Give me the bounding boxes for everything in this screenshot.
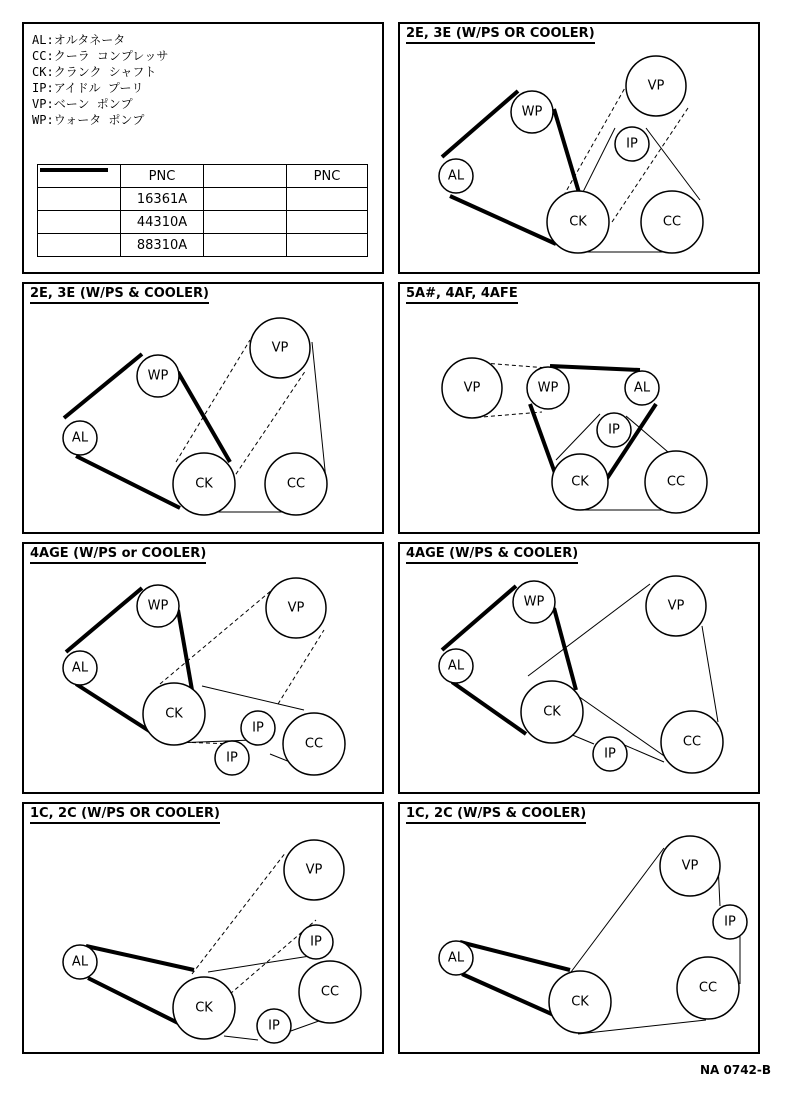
- pulley-label: CC: [682, 734, 702, 750]
- belt-thick: [66, 588, 142, 652]
- belt-thick: [462, 974, 556, 1016]
- belt-dashed: [176, 340, 250, 462]
- pulley-label: WP: [537, 380, 559, 396]
- pnc-row: [38, 211, 368, 234]
- belt-thick: [450, 196, 556, 244]
- belt-thin: [568, 848, 664, 976]
- pulley-label: AL: [71, 430, 89, 446]
- pulley-label: IP: [310, 934, 322, 950]
- document-id: NA 0742-B: [700, 1063, 772, 1077]
- pnc-row: [38, 188, 368, 211]
- pulley-label: IP: [268, 1018, 280, 1034]
- belt-thick: [76, 684, 154, 734]
- pnc-row: [38, 234, 368, 257]
- belt-thick: [88, 978, 184, 1026]
- pulley-label: IP: [608, 422, 620, 438]
- pulley-label: CC: [286, 476, 306, 492]
- belt-thick: [64, 354, 142, 418]
- diagram-5a-4af-4afe: [398, 282, 760, 534]
- pulley-label: CK: [195, 1000, 213, 1016]
- pulley-label: WP: [523, 594, 545, 610]
- diagram-4age-ps-and-cooler: [398, 542, 760, 794]
- belt-diagram: [400, 24, 758, 272]
- diagram-title: 1C, 2C (W/PS OR COOLER): [30, 806, 220, 824]
- pulley-label: AL: [633, 380, 651, 396]
- belt-thick: [442, 586, 516, 650]
- pulley-label: AL: [71, 954, 89, 970]
- belt-thin: [702, 626, 718, 722]
- pulley-label: VP: [271, 340, 289, 356]
- belt-thin: [570, 734, 594, 744]
- pulley-label: VP: [647, 78, 665, 94]
- belt-diagram: [24, 544, 382, 792]
- abbr-item: CC:クーラ コンプレッサ: [32, 49, 169, 63]
- belt-thick-swatch: [38, 188, 121, 211]
- diagram-title: 2E, 3E (W/PS OR COOLER): [406, 26, 595, 44]
- belt-thin: [582, 128, 615, 194]
- diagram-title: 4AGE (W/PS & COOLER): [406, 546, 578, 564]
- pulley-label: CC: [698, 980, 718, 996]
- diagram-2e-3e-ps-or-cooler: [398, 22, 760, 274]
- belt-dashed: [192, 852, 286, 974]
- pulley-label: IP: [724, 914, 736, 930]
- belt-thin: [202, 686, 304, 710]
- pulley-label: VP: [287, 600, 305, 616]
- belt-thick: [76, 456, 180, 508]
- belt-thick: [554, 109, 580, 196]
- pnc-value: 16361A: [121, 188, 204, 211]
- pulley-label: CC: [320, 984, 340, 1000]
- diagram-title: 4AGE (W/PS or COOLER): [30, 546, 206, 564]
- diagram-2e-3e-ps-and-cooler: [22, 282, 384, 534]
- belt-thin: [626, 416, 668, 452]
- pulley-label: CK: [195, 476, 213, 492]
- pnc-value: 88310A: [121, 234, 204, 257]
- pulley-label: CC: [662, 214, 682, 230]
- pulley-label: AL: [71, 660, 89, 676]
- pulley-label: IP: [226, 750, 238, 766]
- pulley-label: IP: [604, 746, 616, 762]
- pulley-label: CK: [165, 706, 183, 722]
- abbr-item: CK:クランク シャフト: [32, 65, 157, 79]
- pulley-label: WP: [521, 104, 543, 120]
- belt-diagram: [24, 284, 382, 532]
- diagram-1c-2c-ps-or-cooler: [22, 802, 384, 1054]
- pulley-label: CC: [304, 736, 324, 752]
- belt-diagram: [400, 804, 758, 1052]
- pnc-value: 44310A: [121, 211, 204, 234]
- pulley-label: VP: [667, 598, 685, 614]
- pulley-label: AL: [447, 950, 465, 966]
- abbr-item: IP:アイドル プーリ: [32, 81, 144, 95]
- pulley-label: VP: [681, 858, 699, 874]
- pulley-label: IP: [626, 136, 638, 152]
- pulley-label: AL: [447, 168, 465, 184]
- pulley-label: AL: [447, 658, 465, 674]
- pulley-label: VP: [463, 380, 481, 396]
- pnc-header: PNC: [121, 165, 204, 188]
- belt-thick: [86, 946, 194, 970]
- pulley-label: VP: [305, 862, 323, 878]
- pnc-table: [37, 164, 368, 257]
- belt-diagram: [24, 804, 382, 1052]
- abbr-item: VP:ベーン ポンプ: [32, 97, 133, 111]
- belt-thin-swatch: [38, 234, 121, 257]
- belt-diagram: [400, 544, 758, 792]
- belt-thick: [554, 608, 576, 690]
- pulley-label: IP: [252, 720, 264, 736]
- belt-thick: [460, 942, 570, 970]
- diagram-title: 5A#, 4AF, 4AFE: [406, 286, 518, 304]
- abbr-item: AL:オルタネータ: [32, 33, 126, 47]
- belt-thin: [224, 1036, 258, 1040]
- pulley-label: WP: [147, 598, 169, 614]
- belt-thick: [530, 404, 556, 476]
- diagram-title: 1C, 2C (W/PS & COOLER): [406, 806, 586, 824]
- belt-thin: [622, 744, 664, 762]
- belt-thick: [550, 366, 640, 370]
- belt-thick: [452, 682, 526, 734]
- pulley-label: CK: [571, 474, 589, 490]
- abbr-item: WP:ウォータ ポンプ: [32, 113, 145, 127]
- belt-dashed: [278, 630, 324, 704]
- pulley-label: CK: [571, 994, 589, 1010]
- belt-dashed-swatch: [38, 211, 121, 234]
- belt-diagram: [400, 284, 758, 532]
- legend-panel: [22, 22, 384, 274]
- diagram-1c-2c-ps-and-cooler: [398, 802, 760, 1054]
- pulley-label: CK: [543, 704, 561, 720]
- pulley-label: CK: [569, 214, 587, 230]
- belt-thick: [178, 372, 230, 462]
- pulley-label: CC: [666, 474, 686, 490]
- belt-thin: [646, 128, 700, 200]
- abbreviation-list: [32, 32, 168, 128]
- pulley-label: WP: [147, 368, 169, 384]
- diagram-4age-ps-or-cooler: [22, 542, 384, 794]
- belt-thick: [178, 610, 192, 690]
- pnc-header-2: PNC: [287, 165, 368, 188]
- belt-thick: [442, 91, 518, 157]
- diagram-title: 2E, 3E (W/PS & COOLER): [30, 286, 209, 304]
- belt-thin: [556, 414, 600, 460]
